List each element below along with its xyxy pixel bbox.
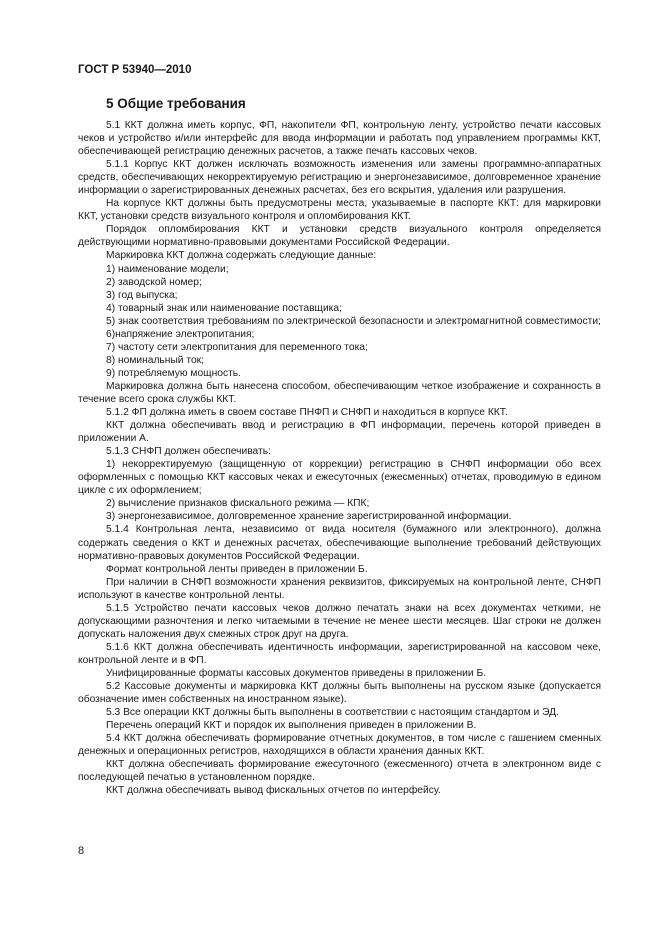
- paragraph: Маркировка должна быть нанесена способом, обеспечивающим четкое изображение и сохранность в течение всего срока службы ККТ.: [78, 380, 601, 405]
- paragraph: 7) частоту сети электропитания для переменного тока;: [106, 341, 368, 353]
- paragraph: 5.1 ККТ должна иметь корпус, ФП, накопители ФП, контрольную ленту, устройство печати кассовых чеков и устройство и/или интерфейс для ввода информации и работать под управлением программы ККТ, обеспечивающей регистрацию денежных расчетов, а также печать кассовых чеков.: [78, 120, 601, 158]
- paragraph: 8) номинальный ток;: [106, 354, 204, 366]
- paragraph: Унифицированные форматы кассовых документов приведены в приложении Б.: [106, 667, 487, 679]
- paragraph: ККТ должна обеспечивать ввод и регистрацию в ФП информации, перечень которой приведен в приложении А.: [78, 420, 601, 445]
- document-header: ГОСТ Р 53940—2010: [78, 64, 192, 76]
- paragraph: 5.1.4 Контрольная лента, независимо от вида носителя (бумажного или электронного), должна содержать сведения о ККТ и денежных расчетах, обеспечивающие выполнение требований действующих нормативно-правовых документов Российской Федерации.: [78, 524, 601, 562]
- paragraph: 4) товарный знак или наименование поставщика;: [106, 302, 342, 314]
- paragraph: ККТ должна обеспечивать вывод фискальных отчетов по интерфейсу.: [106, 785, 441, 797]
- paragraph: 3) энергонезависимое, долговременное хранение зарегистрированной информации.: [106, 511, 512, 523]
- paragraph: Маркировка ККТ должна содержать следующие данные:: [106, 250, 377, 262]
- paragraph: 5) знак соответствия требованиям по электрической безопасности и электромагнитной совместимости;: [106, 315, 601, 327]
- paragraph: Перечень операций ККТ и порядок их выполнения приведен в приложении В.: [106, 720, 477, 732]
- paragraph: 2) заводской номер;: [106, 276, 202, 288]
- section-title: 5 Общие требования: [106, 96, 246, 111]
- paragraph: 5.1.1 Корпус ККТ должен исключать возможность изменения или замены программно-аппаратных средств, обеспечивающих некорректируемую регистрацию и энергонезависимое, долговременное хранение информации о зарегистрированных денежных расчетах, без его вскрытия, удаления или разрушения.: [78, 159, 601, 197]
- paragraph: При наличии в СНФП возможности хранения реквизитов, фиксируемых на контрольной ленте, СНФП используют в качестве контрольной ленты.: [78, 576, 601, 601]
- document-body: [78, 119, 601, 797]
- paragraph: 5.4 ККТ должна обеспечивать формирование отчетных документов, в том числе с гашением сменных денежных и операционных регистров, находящихся в области хранения данных ККТ.: [78, 733, 601, 758]
- paragraph: Формат контрольной ленты приведен в приложении Б.: [106, 563, 368, 575]
- paragraph: ККТ должна обеспечивать формирование ежесуточного (ежесменного) отчета в электронном виде с последующей печатью в установленном порядке.: [78, 759, 601, 784]
- paragraph: 3) год выпуска;: [106, 289, 178, 301]
- paragraph: 1) некорректируемую (защищенную от коррекции) регистрацию в СНФП информации обо всех оформленных с помощью ККТ кассовых чеках и ежесуточных (ежесменных) отчетах, проводимую в едином цикле с их оформлением;: [78, 459, 601, 497]
- paragraph: 5.1.6 ККТ должна обеспечивать идентичность информации, зарегистрированной на кассовом чеке, контрольной ленте и в ФП.: [78, 641, 601, 666]
- paragraph: 5.1.5 Устройство печати кассовых чеков должно печатать знаки на всех документах четкими, не допускающими разночтения и легко читаемыми в течение не менее шести месяцев. Шаг строки не должен допускать наложения двух смежных строк друг на друга.: [78, 602, 601, 640]
- paragraph: 9) потребляемую мощность.: [106, 367, 241, 379]
- paragraph: 1) наименование модели;: [106, 263, 229, 275]
- paragraph: 5.2 Кассовые документы и маркировка ККТ должны быть выполнены на русском языке (допускается обозначение имен собственных на иностранном языке).: [78, 681, 601, 706]
- paragraph: 5.3 Все операции ККТ должны быть выполнены в соответствии с настоящим стандартом и ЭД.: [106, 707, 559, 719]
- paragraph: 5.1.2 ФП должна иметь в своем составе ПНФП и СНФП и находиться в корпусе ККТ.: [106, 407, 508, 419]
- paragraph: 6)напряжение электропитания;: [106, 328, 255, 340]
- paragraph: На корпусе ККТ должны быть предусмотрены места, указываемые в паспорте ККТ: для маркировки ККТ, установки средств визуального контроля и опломбирования ККТ.: [78, 198, 601, 223]
- paragraph: 5.1.3 СНФП должен обеспечивать:: [106, 446, 271, 458]
- paragraph: 2) вычисление признаков фискального режима — КПК;: [106, 498, 370, 510]
- page-number: 8: [78, 845, 85, 857]
- paragraph: Порядок опломбирования ККТ и установки средств визуального контроля определяется действующими нормативно-правовыми документами Российской Федерации.: [78, 224, 601, 249]
